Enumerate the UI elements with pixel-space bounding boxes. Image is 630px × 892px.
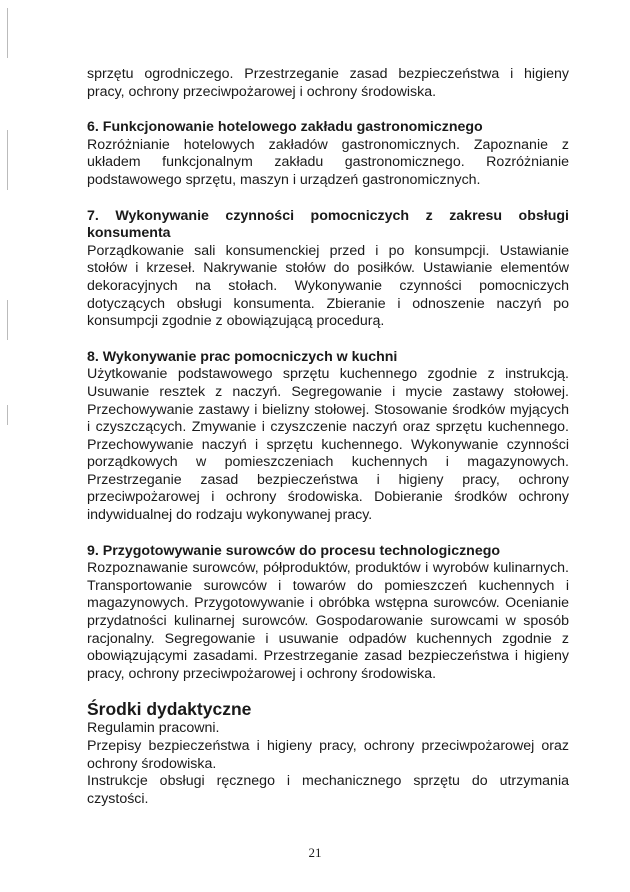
section-body: Rozpoznawanie surowców, półproduktów, produktów i wyrobów kulinarnych. Transportowanie surowców i towarów do pomieszczeń kuchennych i magazynowych. Przygotowywanie i obróbka wstępna surowców. Ocenianie przydatności kulinarnej surowców. Gospodarowanie surowcami w sposób racjonalny. Segregowanie i usuwanie odpadów kuchennych zgodnie z obowiązującymi zasadami. Przestrzeganie zasad bezpieczeństwa i higieny pracy, ochrony przeciwpożarowej i ochrony środowiska.: [87, 560, 569, 682]
section-title: 9. Przygotowywanie surowców do procesu technologicznego: [87, 542, 501, 559]
teaching-aids-title: Środki dydaktyczne: [87, 699, 252, 720]
section-body: Użytkowanie podstawowego sprzętu kuchennego zgodnie z instrukcją. Usuwanie resztek z naczyń. Segregowanie i mycie zastawy stołowej. Przechowywanie zastawy i bielizny stołowej. Stosowanie środków myjących i czyszczących. Zmywanie i czyszczenie naczyń oraz sprzętu kuchennego. Przechowywanie naczyń i sprzętu kuchennego. Wykonywanie czynności porządkowych w pomieszczeniach kuchennych i magazynowych. Przestrzeganie zasad bezpieczeństwa i higieny pracy, ochrony przeciwpożarowej i ochrony środowiska. Dobieranie środków ochrony indywidualnej do rodzaju wykonywanej pracy.: [87, 366, 569, 524]
section-8: [87, 349, 569, 525]
teaching-aids-section: [87, 699, 569, 808]
teaching-aid-item: Regulamin pracowni.: [87, 720, 220, 737]
section-title: 7. Wykonywanie czynności pomocniczych z zakresu obsługi konsumenta: [87, 207, 569, 242]
section-7: [87, 208, 569, 331]
section-body: Porządkowanie sali konsumenckiej przed i po konsumpcji. Ustawianie stołów i krzeseł. Nakrywanie stołów do posiłków. Ustawianie elementów dekoracyjnych na stołach. Wykonywanie czynności pomocniczych dotyczących obsługi konsumenta. Zbieranie i odnoszenie naczyń po konsumpcji zgodnie z obowiązującą procedurą.: [87, 242, 569, 330]
scan-edge-mark: [7, 130, 8, 190]
section-body: Rozróżnianie hotelowych zakładów gastronomicznych. Zapoznanie z układem funkcjonalnym zakładu gastronomicznego. Rozróżnianie podstawowego sprzętu, maszyn i urządzeń gastronomicznych.: [87, 136, 569, 188]
section-title: 8. Wykonywanie prac pomocniczych w kuchni: [87, 348, 398, 365]
page-number: 21: [308, 845, 322, 860]
scan-edge-mark: [7, 300, 8, 340]
teaching-aid-item: Przepisy bezpieczeństwa i higieny pracy, ochrony przeciwpożarowej oraz ochrony środowiska.: [87, 738, 569, 772]
teaching-aid-item: Instrukcje obsługi ręcznego i mechanicznego sprzętu do utrzymania czystości.: [87, 773, 569, 807]
scan-edge-mark: [7, 405, 8, 425]
intro-paragraph: sprzętu ogrodniczego. Przestrzeganie zasad bezpieczeństwa i higieny pracy, ochrony przeciwpożarowej i ochrony środowiska.: [87, 66, 569, 100]
section-6: [87, 119, 569, 189]
section-title: 6. Funkcjonowanie hotelowego zakładu gastronomicznego: [87, 119, 483, 136]
document-page: [87, 66, 569, 808]
scan-edge-mark: [7, 8, 8, 58]
section-9: [87, 543, 569, 684]
